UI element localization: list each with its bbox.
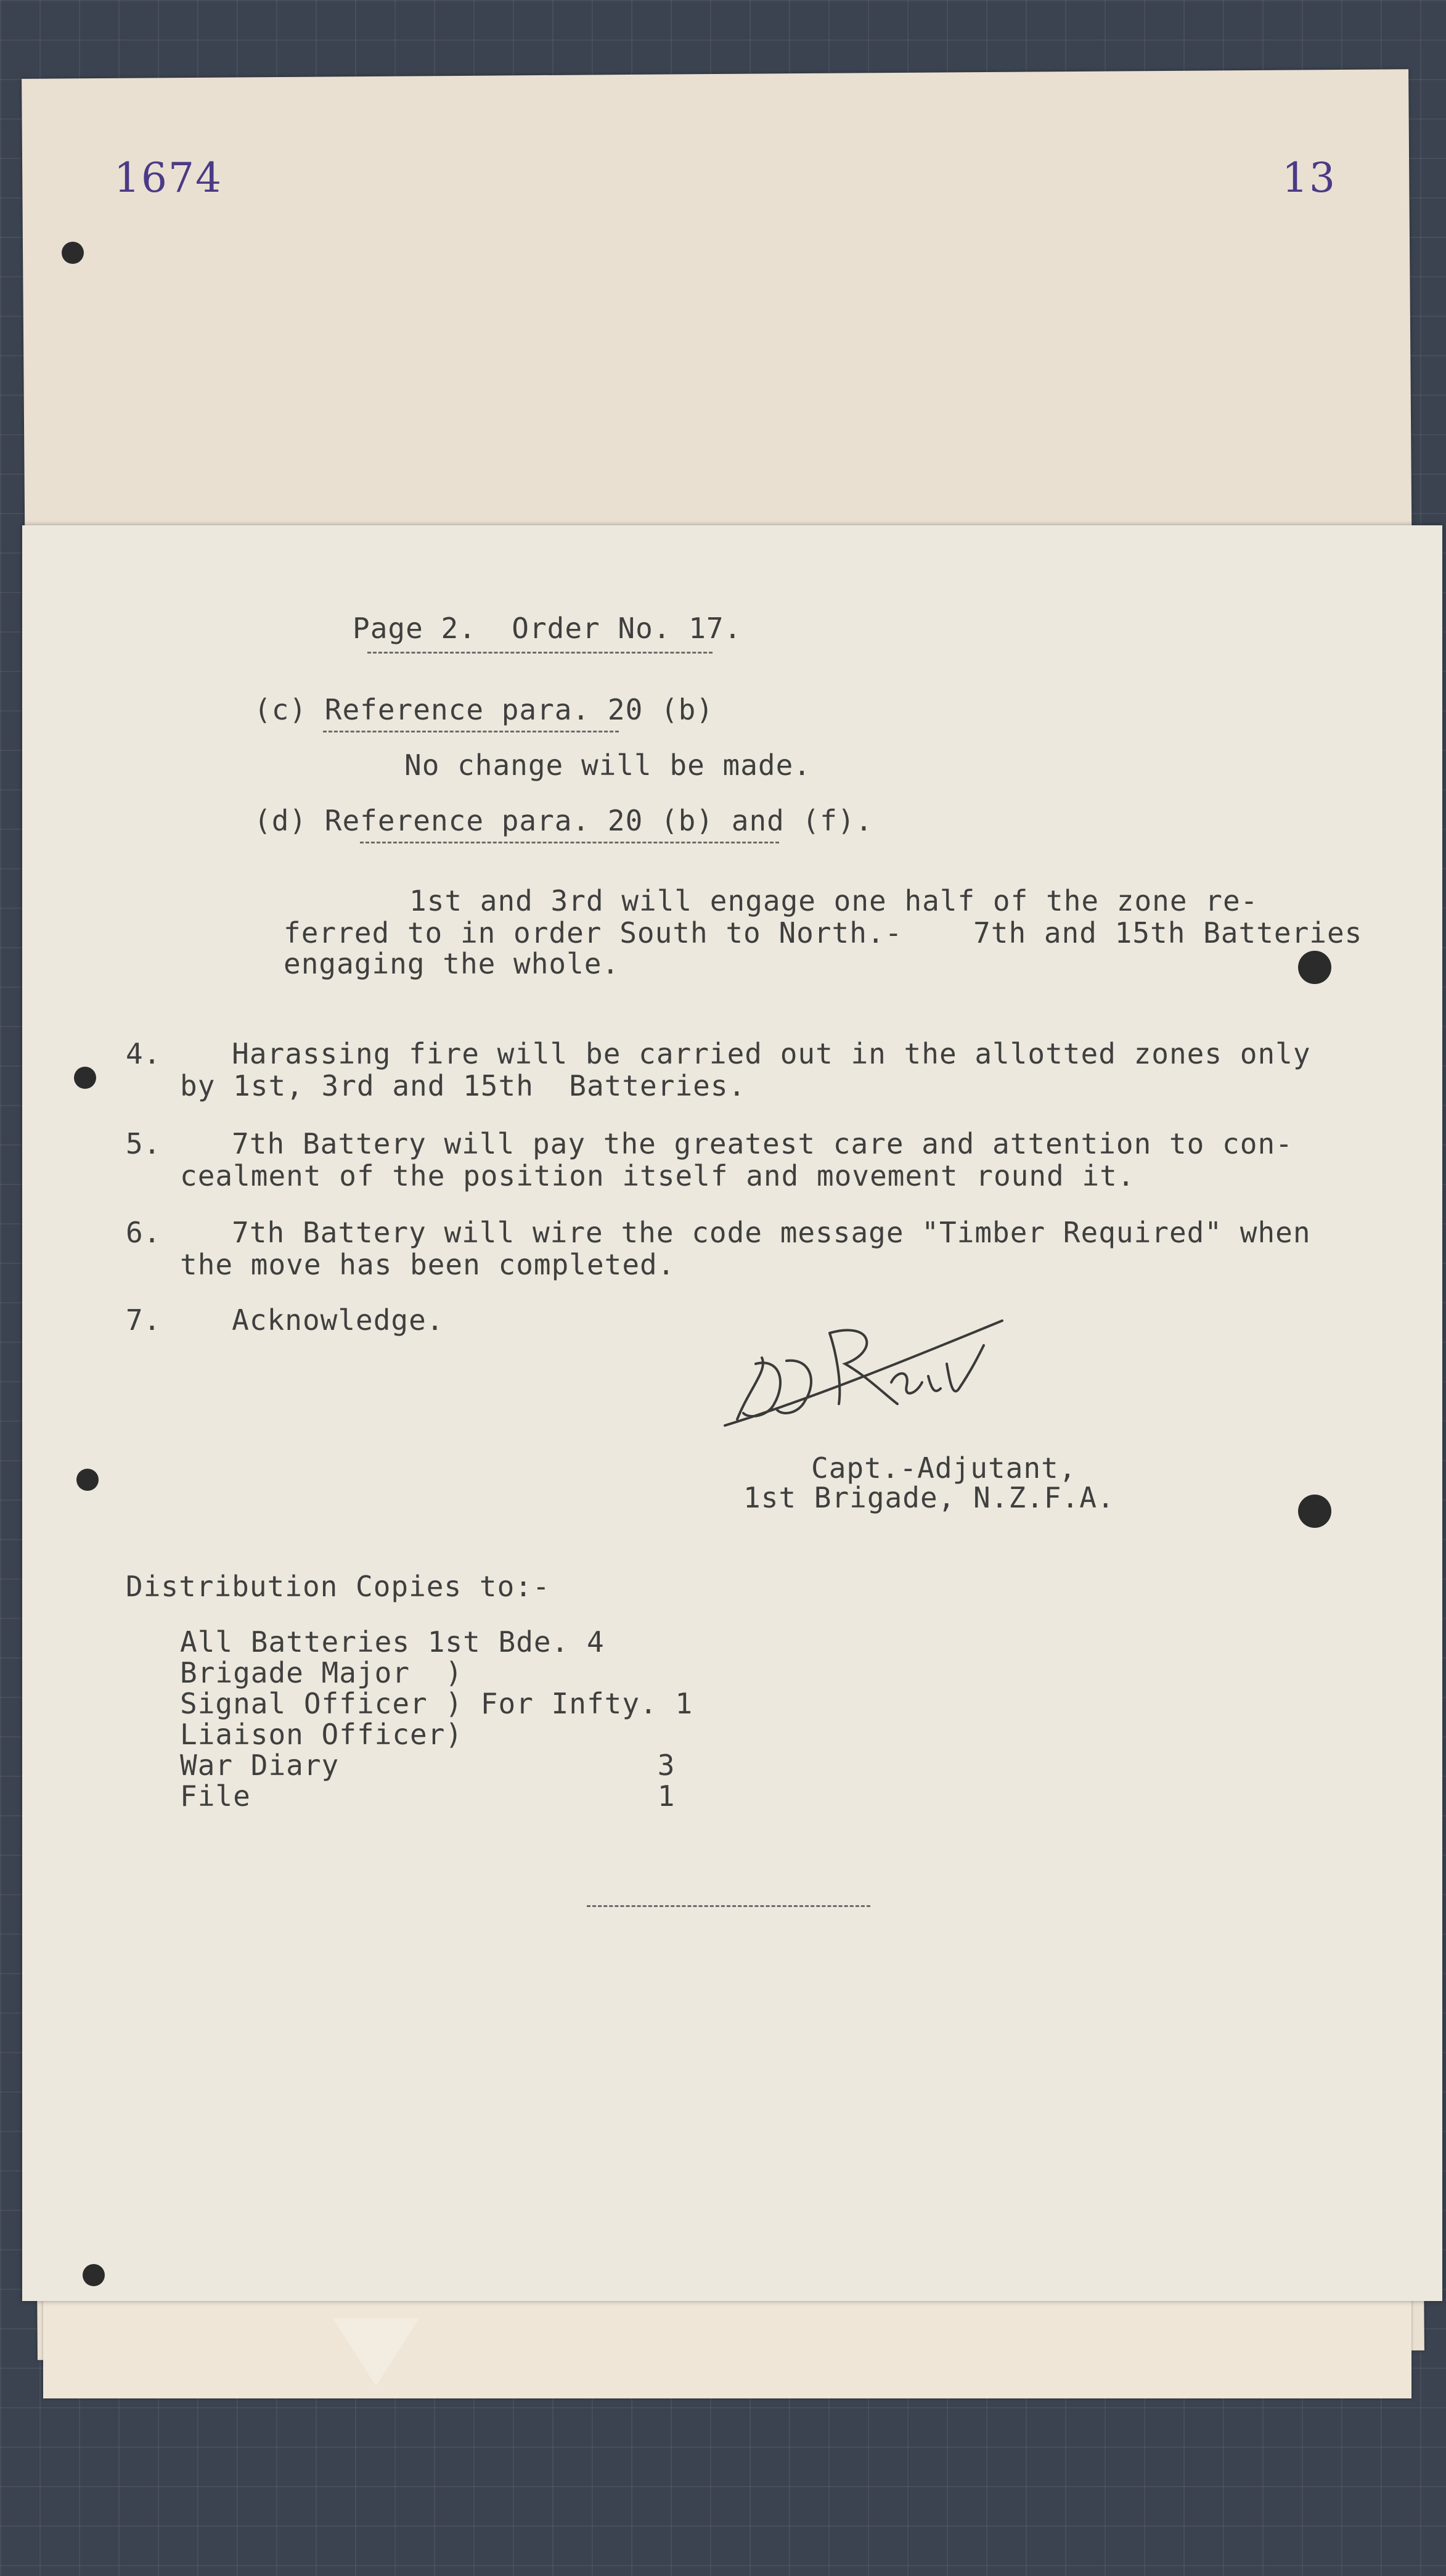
signatory-title: Capt.-Adjutant, (811, 1451, 1077, 1485)
document-page (22, 525, 1442, 2301)
para-6-line: the move has been completed. (180, 1248, 676, 1281)
heading-underline (367, 652, 713, 657)
distribution-line: War Diary 3 (180, 1749, 676, 1782)
distribution-heading: Distribution Copies to:- (126, 1570, 550, 1603)
para-d-underline (360, 842, 779, 847)
para-4-line: 4. Harassing fire will be carried out in the allotted zones only (126, 1037, 1311, 1070)
closing-rule (587, 1905, 870, 1910)
para-7: 7. Acknowledge. (126, 1303, 444, 1337)
distribution-line: Signal Officer ) For Infty. 1 (180, 1687, 693, 1720)
para-d-reference: (d) Reference para. 20 (b) and (f). (254, 804, 873, 837)
para-5-line: 5. 7th Battery will pay the greatest care and attention to con- (126, 1127, 1293, 1160)
punch-hole (83, 2264, 105, 2286)
punch-hole (74, 1067, 96, 1089)
para-4-line: by 1st, 3rd and 15th Batteries. (180, 1069, 746, 1102)
para-d-line: 1st and 3rd will engage one half of the zone re- (409, 884, 1259, 917)
folio-number-right: 13 (1282, 154, 1336, 202)
punch-hole (1298, 951, 1331, 984)
punch-hole (76, 1469, 99, 1491)
punch-hole (62, 242, 84, 264)
distribution-line: Brigade Major ) (180, 1656, 464, 1689)
para-c-underline (323, 731, 619, 736)
folio-number-left: 1674 (114, 154, 223, 202)
punch-hole (1298, 1495, 1331, 1528)
paper-fold (333, 2318, 419, 2386)
distribution-line: Liaison Officer) (180, 1718, 464, 1751)
para-d-line: engaging the whole. (284, 947, 620, 980)
page-heading: Page 2. Order No. 17. (353, 612, 742, 645)
distribution-line: All Batteries 1st Bde. 4 (180, 1625, 605, 1659)
para-d-line: ferred to in order South to North.- 7th and 15th Batteries (284, 916, 1363, 950)
handwritten-signature (713, 1296, 1021, 1438)
para-c-reference: (c) Reference para. 20 (b) (254, 693, 714, 726)
para-5-line: cealment of the position itself and movement round it. (180, 1159, 1135, 1192)
para-6-line: 6. 7th Battery will wire the code message "Timber Required" when (126, 1216, 1311, 1249)
signatory-unit: 1st Brigade, N.Z.F.A. (743, 1481, 1115, 1514)
distribution-line: File 1 (180, 1779, 676, 1813)
para-c-text: No change will be made. (404, 749, 811, 782)
